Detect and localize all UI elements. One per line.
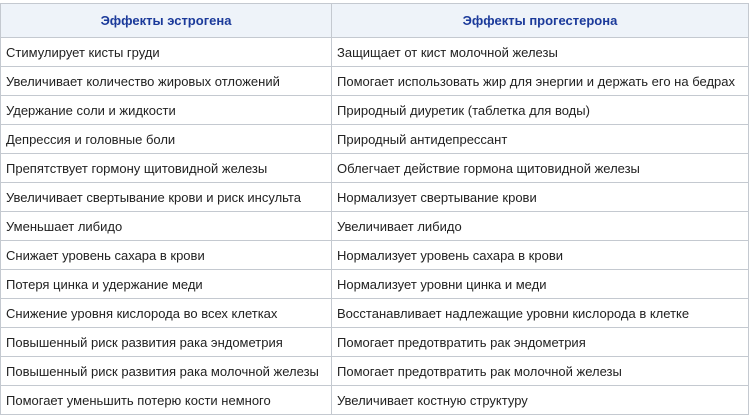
estrogen-effect-cell: Увеличивает свертывание крови и риск инсульта (1, 183, 332, 212)
progesterone-effect-cell: Нормализует свертывание крови (332, 183, 749, 212)
table-row (1, 125, 749, 154)
table-row (1, 212, 749, 241)
table-row (1, 328, 749, 357)
header-progesterone-effects: Эффекты прогестерона (332, 4, 749, 38)
table-row (1, 96, 749, 125)
table-row (1, 270, 749, 299)
progesterone-effect-cell: Природный диуретик (таблетка для воды) (332, 96, 749, 125)
table-row (1, 241, 749, 270)
table-row (1, 357, 749, 386)
estrogen-effect-cell: Снижение уровня кислорода во всех клетках (1, 299, 332, 328)
table-row (1, 154, 749, 183)
estrogen-effect-cell: Удержание соли и жидкости (1, 96, 332, 125)
estrogen-effect-cell: Стимулирует кисты груди (1, 38, 332, 67)
estrogen-effect-cell: Помогает уменьшить потерю кости немного (1, 386, 332, 415)
estrogen-effect-cell: Увеличивает количество жировых отложений (1, 67, 332, 96)
progesterone-effect-cell: Защищает от кист молочной железы (332, 38, 749, 67)
progesterone-effect-cell: Увеличивает либидо (332, 212, 749, 241)
table-row (1, 67, 749, 96)
estrogen-effect-cell: Уменьшает либидо (1, 212, 332, 241)
estrogen-effect-cell: Снижает уровень сахара в крови (1, 241, 332, 270)
progesterone-effect-cell: Нормализует уровни цинка и меди (332, 270, 749, 299)
table-row (1, 386, 749, 415)
table-row (1, 299, 749, 328)
comparison-table-wrapper (0, 3, 748, 415)
estrogen-effect-cell: Повышенный риск развития рака молочной железы (1, 357, 332, 386)
estrogen-effect-cell: Препятствует гормону щитовидной железы (1, 154, 332, 183)
progesterone-effect-cell: Помогает предотвратить рак эндометрия (332, 328, 749, 357)
progesterone-effect-cell: Нормализует уровень сахара в крови (332, 241, 749, 270)
table-row (1, 183, 749, 212)
header-estrogen-effects: Эффекты эстрогена (1, 4, 332, 38)
progesterone-effect-cell: Увеличивает костную структуру (332, 386, 749, 415)
progesterone-effect-cell: Помогает использовать жир для энергии и держать его на бедрах (332, 67, 749, 96)
progesterone-effect-cell: Восстанавливает надлежащие уровни кислорода в клетке (332, 299, 749, 328)
progesterone-effect-cell: Помогает предотвратить рак молочной железы (332, 357, 749, 386)
hormone-effects-table (0, 3, 749, 415)
table-header-row (1, 4, 749, 38)
estrogen-effect-cell: Депрессия и головные боли (1, 125, 332, 154)
progesterone-effect-cell: Облегчает действие гормона щитовидной железы (332, 154, 749, 183)
progesterone-effect-cell: Природный антидепрессант (332, 125, 749, 154)
estrogen-effect-cell: Потеря цинка и удержание меди (1, 270, 332, 299)
table-row (1, 38, 749, 67)
estrogen-effect-cell: Повышенный риск развития рака эндометрия (1, 328, 332, 357)
